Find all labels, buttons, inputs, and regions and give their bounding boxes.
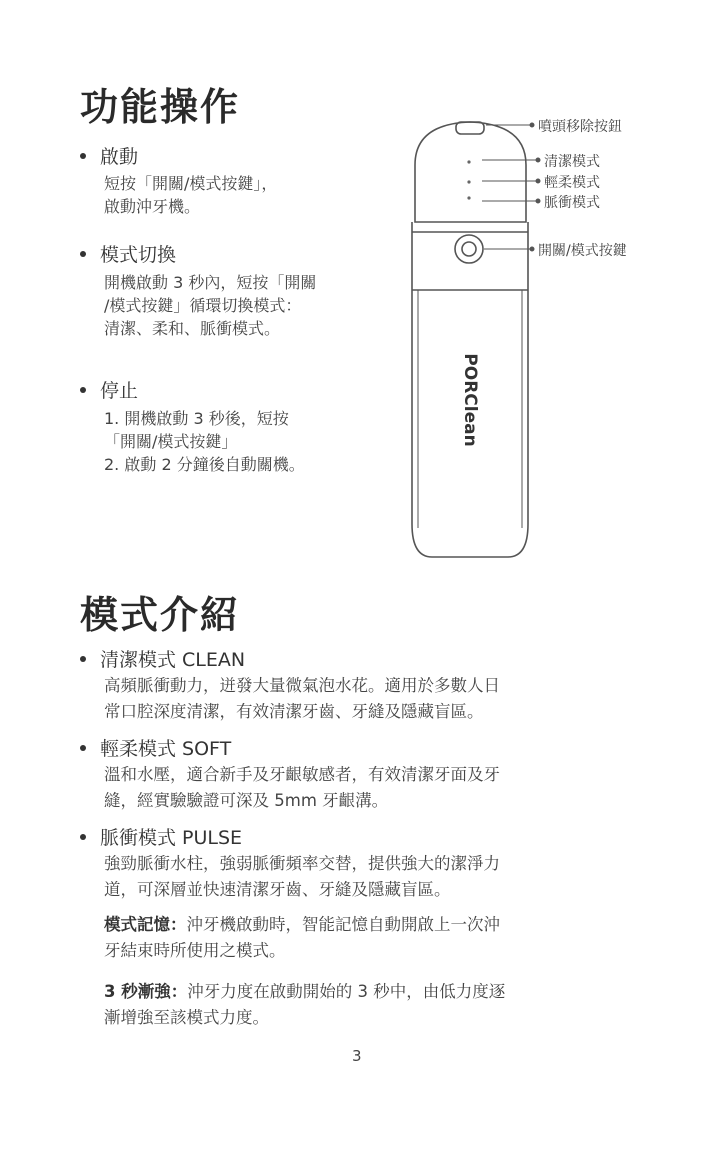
label-nozzle-release: 噴頭移除按鈕 [538, 119, 622, 135]
body-line [104, 912, 624, 938]
body-line: 高頻脈衝動力，迸發大量微氣泡水花。適用於多數人日 [104, 676, 500, 695]
bullet-dot [80, 745, 86, 751]
label-power-mode-button: 開關/模式按鍵 [538, 243, 627, 259]
bullet-clean [80, 645, 245, 672]
bullet-heading: 停止 [100, 380, 139, 402]
note-text: 沖牙力度在啟動開始的 3 秒中，由低力度逐 [187, 982, 506, 1001]
brand-logo: PORClean [460, 353, 480, 447]
bullet-heading: 模式切換 [100, 244, 177, 266]
power-button-shape [455, 235, 483, 263]
bullet-heading: 啟動 [100, 146, 139, 168]
bullet-body [104, 673, 624, 725]
body-line: 清潔、柔和、脈衝模式。 [104, 319, 281, 338]
body-line: 溫和水壓，適合新手及牙齦敏感者，有效清潔牙面及牙 [104, 765, 500, 784]
note-label: 3 秒漸強： [104, 982, 188, 1001]
indicator-dot [467, 180, 470, 183]
body-line: 縫，經實驗驗證可深及 5mm 牙齦溝。 [104, 791, 389, 810]
body-line [104, 979, 624, 1005]
body-line: /模式按鍵」循環切換模式： [104, 296, 302, 315]
bullet-heading: 輕柔模式 SOFT [100, 738, 232, 760]
label-clean-mode: 清潔模式 [544, 154, 600, 170]
bullet-body [104, 762, 624, 814]
body-line: 1. 開機啟動 3 秒後，短按 [104, 409, 289, 428]
note-mode-memory [104, 912, 624, 964]
body-line: 短按「開關/模式按鍵」， [104, 174, 278, 193]
bullet-pulse [80, 823, 242, 850]
body-line: 「開關/模式按鍵」 [104, 432, 238, 451]
bullet-body [104, 851, 624, 903]
body-line: 2. 啟動 2 分鐘後自動關機。 [104, 455, 305, 474]
bullet-dot [80, 656, 86, 662]
body-line: 牙結束時所使用之模式。 [104, 941, 286, 960]
bullet-heading: 脈衝模式 PULSE [100, 827, 243, 849]
nozzle-button-shape [456, 122, 484, 134]
section-title-modes: 模式介紹 [80, 593, 241, 637]
note-soft-start [104, 979, 624, 1031]
body-line: 開機啟動 3 秒內，短按「開關 [104, 273, 317, 292]
body-line: 道，可深層並快速清潔牙齒、牙縫及隱藏盲區。 [104, 880, 451, 899]
indicator-dot [467, 160, 470, 163]
bullet-soft [80, 734, 231, 761]
note-label: 模式記憶： [104, 915, 187, 934]
bullet-heading: 清潔模式 CLEAN [100, 649, 246, 671]
power-button-inner [462, 242, 476, 256]
body-line: 漸增強至該模式力度。 [104, 1008, 269, 1027]
indicator-dot [467, 196, 470, 199]
body-line: 常口腔深度清潔，有效清潔牙齒、牙縫及隱藏盲區。 [104, 702, 484, 721]
device-head [415, 122, 526, 222]
body-line: 啟動沖牙機。 [104, 197, 201, 216]
page-number: 3 [352, 1047, 362, 1065]
note-text: 沖牙機啟動時，智能記憶自動開啟上一次沖 [186, 915, 500, 934]
label-soft-mode: 輕柔模式 [544, 175, 600, 191]
body-line: 強勁脈衝水柱，強弱脈衝頻率交替，提供強大的潔淨力 [104, 854, 500, 873]
section-title-operation: 功能操作 [80, 85, 241, 129]
label-pulse-mode: 脈衝模式 [544, 195, 600, 211]
bullet-dot [80, 834, 86, 840]
